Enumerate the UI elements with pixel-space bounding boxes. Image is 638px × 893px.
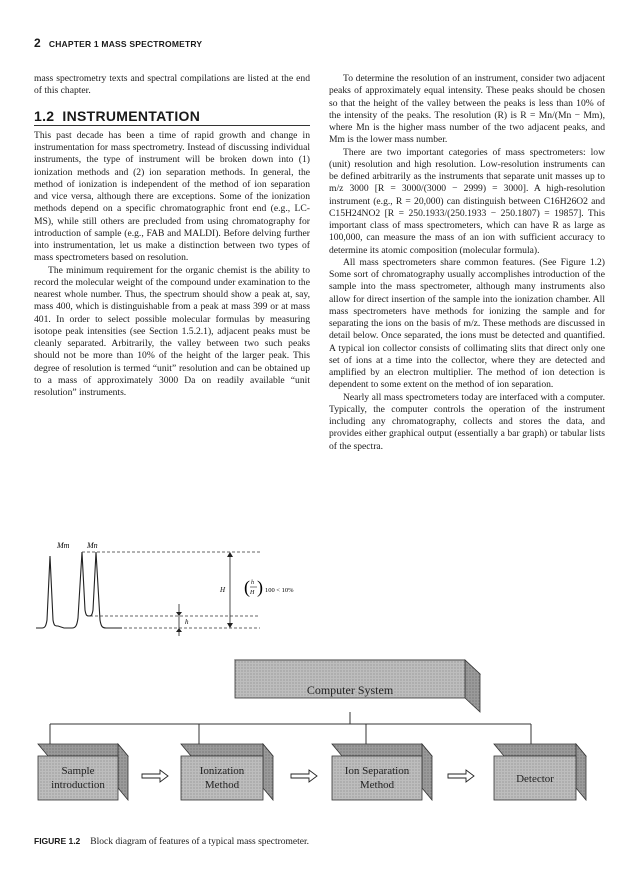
flow-arrow-2 xyxy=(291,770,317,782)
flow-arrow-3 xyxy=(448,770,474,782)
formula-close-paren: ) xyxy=(257,577,263,597)
peak-resolution-figure xyxy=(34,540,314,640)
paragraph: The minimum requirement for the organic chemist is the ability to record the molecular weight of the compound under examination to the nearest whole number. Thus, the spectrum should show a peak at, say, mass 400, which is distinguishable from a peak at mass 399 or at mass 401. In order to select possible molecular formulas by measuring isotope peak intensities (see Section 1.5.2.1), adjacent peaks must be cleanly separated. Arbitrarily, the valley between two such peaks should not be more than 10% of the height of the larger peak. This degree of resolution is termed “unit” resolution and can be obtained up to a mass of approximately 3000 Da on readily available “unit resolution” instruments. xyxy=(34,264,310,398)
spectrum-trace xyxy=(36,552,122,628)
formula-denominator: H xyxy=(250,590,255,596)
ionization-label-line2: Method xyxy=(204,779,240,791)
separation-label-line1: Ion Separation xyxy=(344,765,410,777)
sample-label-line2: introduction xyxy=(51,779,105,791)
computer-system-box xyxy=(235,660,480,712)
section-title: INSTRUMENTATION xyxy=(62,107,201,124)
label-h-small: h xyxy=(185,618,189,626)
formula-open-paren: ( xyxy=(244,577,250,597)
label-h-large: H xyxy=(220,586,226,594)
block-diagram-figure xyxy=(28,652,608,822)
page-number: 2 xyxy=(34,36,41,50)
formula-numerator: h xyxy=(251,580,254,586)
running-header xyxy=(34,36,202,50)
sample-label-line1: Sample xyxy=(61,765,95,777)
detector-label: Detector xyxy=(516,773,554,785)
section-heading xyxy=(34,107,310,126)
ionization-label-line1: Ionization xyxy=(199,765,245,777)
paragraph: This past decade has been a time of rapid growth and change in instrumentation for mass spectrometry. Instead of discussing individual instruments, the type of instrument will be broken down into (1) ionization methods and (2) ion separation methods. In general, the method of ionization is independent of the method of ion separation and vice versa, although there are exceptions. Some of the ionization methods depend on a specific chromatographic front end (e.g., LC-MS), while still others are precluded from using chromatography for introduction of sample (e.g., FAB and MALDI). Before delving further into instrumentation, let us make a distinction between two types of mass spectrometers based on resolution. xyxy=(34,129,310,264)
ionization-method-box xyxy=(181,744,273,800)
paragraph: There are two important categories of mass spectrometers: low (unit) resolution and high resolution. Low-resolution instruments can be defined arbitrarily as the instruments that separate unit masses up to m/z 3000 [R = 3000/(3000 − 2999) = 3000]. A high-resolution instrument (e.g., R = 20,000) can distinguish between C16H26O2 and C15H24NO2 [R = 250.1933/(250.1933 − 250.1807) = 19857]. This important class of mass spectrometers, which can have R as large as 100,000, can measure the mass of an ion with sufficient accuracy to determine its atomic composition (molecular formula). xyxy=(329,146,605,256)
sample-introduction-box xyxy=(38,744,128,800)
chapter-title: CHAPTER 1 MASS SPECTROMETRY xyxy=(48,39,203,49)
section-number: 1.2 xyxy=(34,107,55,124)
formula-rest: 100 < 10% xyxy=(265,587,294,594)
figure-caption xyxy=(34,836,309,847)
flow-arrow-1 xyxy=(142,770,168,782)
label-mm: Mm xyxy=(57,541,70,550)
computer-system-label: Computer System xyxy=(306,683,394,697)
paragraph: To determine the resolution of an instrument, consider two adjacent peaks of approximately equal intensity. These peaks should be chosen so that the height of the valley between the peaks is less than 10% of the intensity of the peaks. The resolution (R) is R = Mn/(Mn − Mm), where Mn is the higher mass number of the two adjacent peaks, and Mm is the lower mass number. xyxy=(329,73,605,146)
label-mn: Mn xyxy=(87,541,98,550)
ion-separation-method-box xyxy=(332,744,432,800)
figure-label: FIGURE 1.2 xyxy=(34,836,81,846)
paragraph: mass spectrometry texts and spectral compilations are listed at the end of this chapter. xyxy=(34,73,310,97)
left-column xyxy=(34,73,310,399)
paragraph: Nearly all mass spectrometers today are interfaced with a computer. Typically, the computer controls the operation of the instrument including any chromatography, collects and stores the data, and provides either graphical output (essentially a bar graph) or tabular lists of the spectra. xyxy=(329,391,605,452)
separation-label-line2: Method xyxy=(359,779,395,791)
figure-caption-text: Block diagram of features of a typical mass spectrometer. xyxy=(90,837,309,847)
paragraph: All mass spectrometers share common features. (See Figure 1.2) Some sort of chromatography usually accomplishes introduction of the sample into the mass spectrometer, although many instruments also allow for direct insertion of the sample into the ionization chamber. All mass spectrometers have methods for ionizing the sample and for separating the ions on the basis of m/z. These methods are discussed in detail below. Once separated, the ions must be detected and quantified. A typical ion collector consists of collimating slits that direct only one set of ions at a time into the collector, where they are detected and amplified by an electron multiplier. The method of ion detection is dependent to some extent on the method of ion separation. xyxy=(329,256,605,391)
bus-drops xyxy=(50,724,531,744)
right-column xyxy=(329,73,605,453)
detector-box xyxy=(494,744,586,800)
